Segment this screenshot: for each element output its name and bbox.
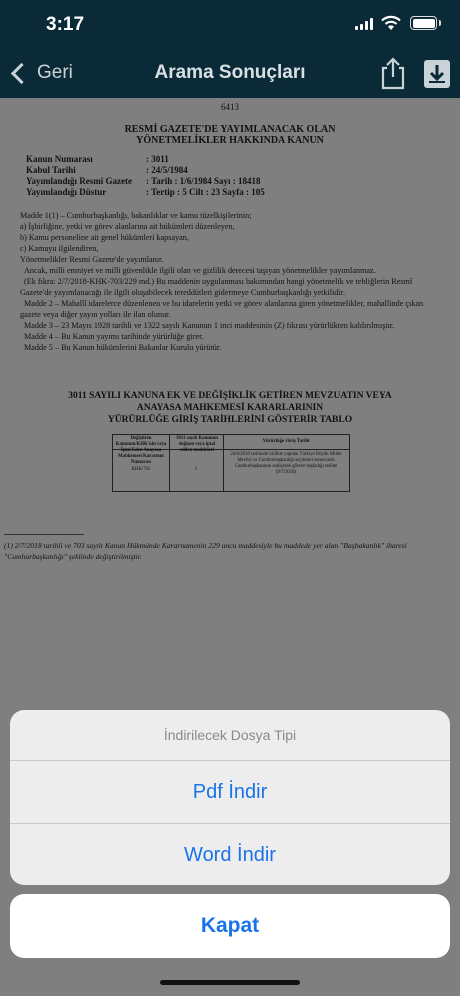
pdf-download-button[interactable]: Pdf İndir (10, 760, 450, 823)
close-button[interactable]: Kapat (10, 894, 450, 958)
table-cell: 24/6/2018 tarihinde birlikte yapılan Türkiye Büyük Millet Meclisi ve Cumhurbaşkanlığı seçimleri sonucunda Cumhurbaşkanının andiçerek göreve başladığı tarihte (9/7/2018) (230, 452, 342, 475)
list-item-b: b) Kamu personeline ait genel hükümleri kapsayan, (20, 233, 189, 242)
table-header-cell: Yürürlüğe Giriş Tarihi (262, 439, 310, 444)
cellular-signal-icon (355, 18, 373, 30)
action-sheet (10, 710, 450, 885)
document-title (0, 124, 460, 146)
meta-label: Yayımlandığı Düstur (26, 187, 107, 197)
status-bar (0, 0, 460, 48)
table-cell: KHK/703 (131, 467, 151, 472)
paragraph-additional: (Ek fıkra: 2/7/2018-KHK-703/229 md.) Bu maddenin uygulanması bakımından hangi yönetmelik ve tebliğlerin Resmî Gazete'de yayımlanacağı ile ilgili oluşabilecek tereddütleri gidermeye Cumhurbaşkanlığı yetkilidir. (20, 277, 413, 297)
paragraph-exception: Ancak, milli emniyet ve milli güvenlikle ilgili olan ve gizlilik derecesi taşıyan yönetmelikler yayımlanmaz. (24, 266, 376, 275)
paragraph-publication: Yönetmelikler Resmi Gazete'de yayımlanır. (20, 255, 164, 264)
wifi-icon (380, 15, 402, 31)
meta-value: : 3011 (146, 154, 169, 164)
table-header-cell: 3011 sayılı Kanunun değişen veya iptal edilen maddeleri (176, 436, 218, 453)
page-title: Arama Sonuçları (154, 62, 306, 83)
action-sheet-title: İndirilecek Dosya Tipi (163, 727, 297, 743)
heading-line-1: 3011 SAYILI KANUNA EK VE DEĞİŞİKLİK GETİREN MEVZUATIN VEYA (68, 391, 392, 401)
navigation-bar (0, 48, 460, 98)
meta-label: Kabul Tarihi (26, 165, 76, 175)
page-number: 6413 (221, 102, 239, 112)
document-body (20, 210, 440, 353)
title-line-2: YÖNETMELİKLER HAKKINDA KANUN (136, 135, 324, 146)
back-label: Geri (37, 62, 73, 83)
meta-label: Yayımlandığı Resmî Gazete (26, 176, 132, 186)
table-header-cell: Değiştiren Kanunun/KHK'nin veya İptal Eden Anayasa Mahkemesi Kararının Numarası (115, 436, 167, 465)
table-cell: 1 (194, 467, 198, 472)
heading-line-3: YÜRÜRLÜĞE GİRİŞ TARİHLERİNİ GÖSTERİR TABLO (107, 415, 353, 425)
heading-line-2: ANAYASA MAHKEMESİ KARARLARININ (136, 403, 324, 413)
meta-value: : Tarih : 1/6/1984 Sayı : 18418 (146, 176, 261, 186)
footnote: (1) 2/7/2018 tarihli ve 703 sayılı Kanun Hükmünde Kararnamenin 229 uncu maddesiyle bu maddede yer alan "Başbakanlık" ibaresi "Cumhurbaşkanlığı" şeklinde değiştirilmiştir. (4, 541, 407, 561)
amendments-table (112, 434, 350, 492)
battery-icon (410, 16, 437, 30)
share-icon[interactable] (378, 56, 408, 90)
title-line-1: RESMİ GAZETE'DE YAYIMLANACAK OLAN (124, 124, 336, 135)
home-indicator (160, 980, 300, 985)
list-item-c: c) Kamuyu ilgilendiren, (20, 244, 99, 253)
meta-value: : Tertip : 5 Cilt : 23 Sayfa : 105 (146, 187, 265, 197)
meta-label: Kanun Numarası (26, 154, 93, 164)
article-3: Madde 3 – 23 Mayıs 1928 tarihli ve 1322 sayılı Kanunun 1 inci maddesinin (Z) fıkrası yürürlükten kaldırılmıştır. (24, 321, 395, 330)
download-icon (424, 60, 450, 88)
meta-value: : 24/5/1984 (146, 165, 188, 175)
article-2: Madde 2 – Mahallî idarelerce düzenlenen ve bu idarelerin yetki ve görev alanlarına giren yönetmelikler, mahallinde çıkan gazete veya diğer yayın yolları ile ilan olunur. (20, 299, 424, 319)
word-download-button[interactable]: Word İndir (10, 823, 450, 885)
article-4: Madde 4 – Bu Kanun yayımı tarihinde yürürlüğe girer. (24, 332, 204, 341)
download-button[interactable] (424, 60, 450, 88)
footnote-divider (4, 534, 84, 535)
status-time: 3:17 (46, 14, 85, 35)
amendments-heading (0, 390, 460, 426)
article-5: Madde 5 – Bu Kanun hükümlerini Bakanlar Kurulu yürütür. (24, 343, 222, 352)
list-item-a: a) İşbirliğine, yetki ve görev alanlarına ait hükümleri düzenleyen, (20, 222, 235, 231)
article-1: Madde 1(1) – Cumhurbaşkanlığı, bakanlıklar ve kamu tüzelkişilerinin; (20, 211, 252, 220)
